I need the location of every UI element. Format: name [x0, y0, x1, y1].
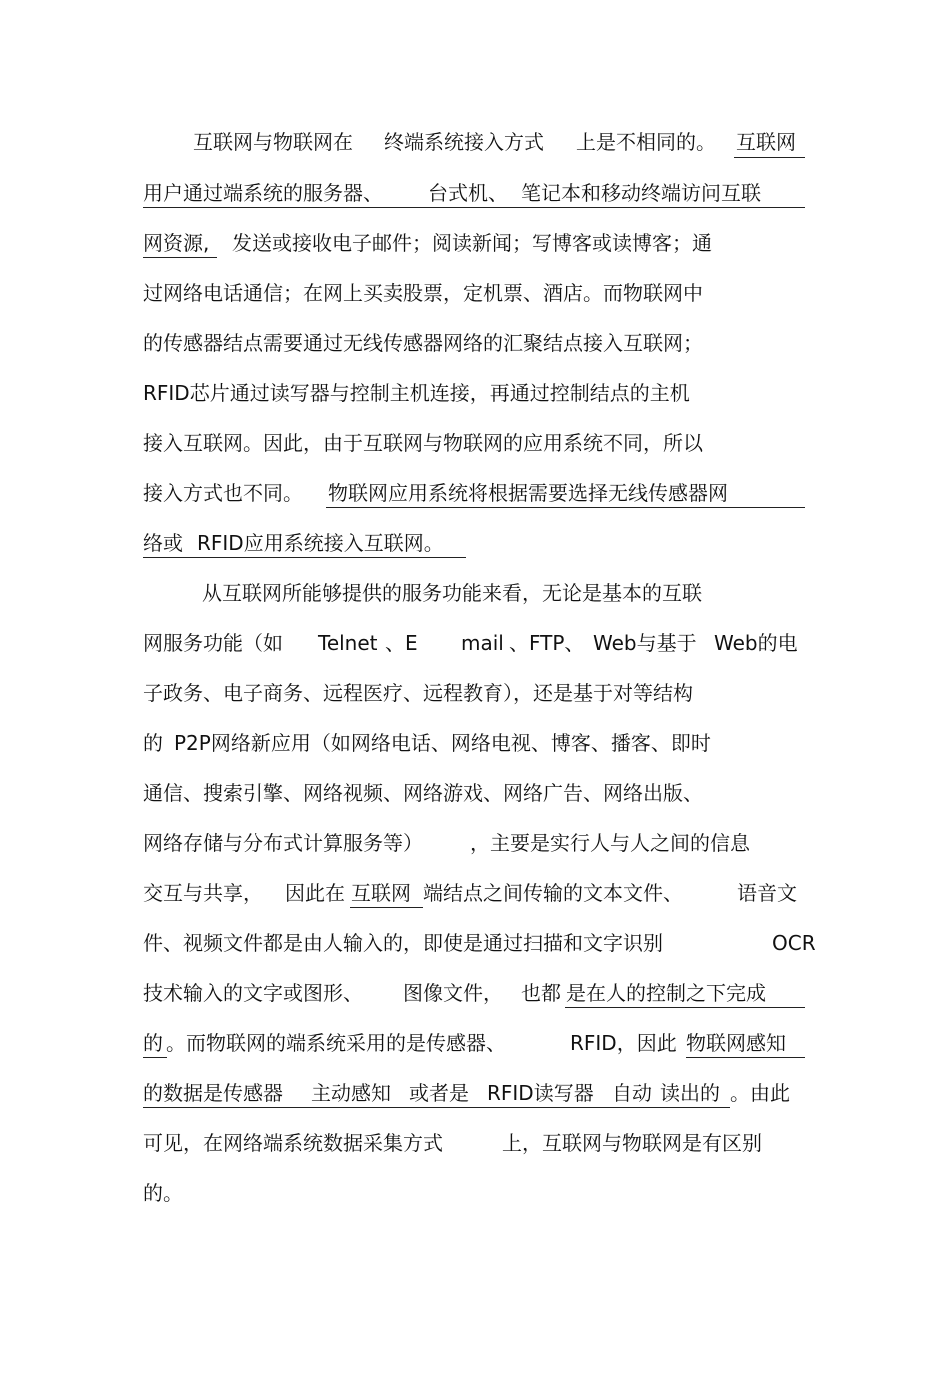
- text-segment-underlined: 自动: [612, 1081, 652, 1105]
- text-segment: 端结点之间传输的文本文件、: [423, 881, 683, 905]
- text-line: [0, 1025, 786, 1061]
- text-segment: 、FTP、: [509, 631, 585, 655]
- text-line: [0, 175, 761, 211]
- text-line: [0, 375, 690, 411]
- text-line: [0, 525, 444, 561]
- text-line: [0, 1125, 762, 1161]
- text-segment: 网服务功能（如: [143, 631, 283, 655]
- text-segment-underlined: 读出的: [660, 1081, 720, 1105]
- text-segment: 接入方式也不同。: [143, 481, 303, 505]
- text-segment: Web与基于: [593, 631, 697, 655]
- text-segment: 发送或接收电子邮件；阅读新闻；写博客或读博客；通: [232, 231, 712, 255]
- text-segment: 图像文件，: [403, 981, 503, 1005]
- text-segment-underlined: 网资源,: [143, 231, 210, 255]
- underline-rule: [143, 207, 805, 208]
- text-segment: 语音文: [737, 881, 797, 905]
- text-segment: ，主要是实行人与人之间的信息: [470, 831, 750, 855]
- text-segment-underlined: 互联网: [351, 881, 411, 905]
- text-segment-underlined: 或者是: [409, 1081, 469, 1105]
- text-segment-underlined: 的数据是传感器: [143, 1081, 283, 1105]
- underline-rule: [143, 557, 466, 558]
- text-segment: 接入互联网。因此，由于互联网与物联网的应用系统不同，所以: [143, 431, 703, 455]
- text-segment: 从互联网所能够提供的服务功能来看，无论是基本的互联: [202, 581, 702, 605]
- text-segment: mail: [461, 631, 504, 655]
- text-line: [0, 675, 693, 711]
- text-line: [0, 325, 703, 361]
- text-line: [0, 225, 712, 261]
- text-segment: 网络存储与分布式计算服务等）: [143, 831, 423, 855]
- text-segment-underlined: RFID读写器: [487, 1081, 594, 1105]
- text-line: [0, 925, 816, 961]
- text-segment: 过网络电话通信；在网上买卖股票，定机票、酒店。而物联网中: [143, 281, 703, 305]
- text-segment: 互联网与物联网在: [193, 130, 353, 154]
- text-segment-underlined: 物联网感知: [686, 1031, 786, 1055]
- text-segment: 。由此: [730, 1081, 790, 1105]
- text-segment: 交互与共享，: [143, 881, 263, 905]
- underline-rule: [326, 507, 805, 508]
- text-segment: 的传感器结点需要通过无线传感器网络的汇聚结点接入互联网；: [143, 331, 703, 355]
- text-segment-underlined: 主动感知: [311, 1081, 391, 1105]
- text-line: [0, 825, 750, 861]
- text-segment: 上是不相同的。: [576, 130, 716, 154]
- text-segment-underlined: RFID应用系统接入互联网。: [197, 531, 444, 555]
- text-segment: 可见，在网络端系统数据采集方式: [143, 1131, 443, 1155]
- text-segment-underlined: 用户通过端系统的服务器、: [143, 181, 383, 205]
- text-line: [0, 124, 796, 160]
- text-segment: 件、视频文件都是由人输入的，即使是通过扫描和文字识别: [143, 931, 663, 955]
- text-segment: 技术输入的文字或图形、: [143, 981, 363, 1005]
- underline-rule: [686, 1057, 805, 1058]
- text-line: [0, 1175, 183, 1211]
- text-line: [0, 475, 728, 511]
- text-segment: Web的电: [714, 631, 798, 655]
- underline-rule: [143, 1057, 167, 1058]
- text-line: [0, 575, 702, 611]
- underline-rule: [350, 907, 423, 908]
- text-segment-underlined: 互联网: [736, 130, 796, 154]
- text-segment: Telnet: [318, 631, 378, 655]
- text-segment-underlined: 物联网应用系统将根据需要选择无线传感器网: [328, 481, 728, 505]
- underline-rule: [143, 1107, 730, 1108]
- text-segment-underlined: 台式机、: [428, 181, 508, 205]
- text-line: [0, 775, 703, 811]
- text-segment: 上，互联网与物联网是有区别: [502, 1131, 762, 1155]
- text-line: [0, 725, 711, 761]
- text-segment-underlined: 络或: [143, 531, 183, 555]
- text-segment: 子政务、电子商务、远程医疗、远程教育），还是基于对等结构: [143, 681, 693, 705]
- underline-rule: [143, 257, 217, 258]
- text-segment: RFID，因此: [570, 1031, 677, 1055]
- text-segment: 也都: [521, 981, 561, 1005]
- text-segment: OCR: [772, 931, 816, 955]
- text-segment: 的。: [143, 1181, 183, 1205]
- text-segment: 通信、搜索引擎、网络视频、网络游戏、网络广告、网络出版、: [143, 781, 703, 805]
- text-segment: P2P网络新应用（如网络电话、网络电视、博客、播客、即时: [174, 731, 711, 755]
- text-line: [0, 625, 798, 661]
- text-segment: 因此在: [285, 881, 345, 905]
- text-line: [0, 875, 797, 911]
- underline-rule: [734, 157, 805, 158]
- text-segment: 。而物联网的端系统采用的是传感器、: [166, 1031, 506, 1055]
- text-segment: 、E: [385, 631, 418, 655]
- text-line: [0, 275, 703, 311]
- underline-rule: [565, 1007, 805, 1008]
- text-segment-underlined: 是在人的控制之下完成: [566, 981, 766, 1005]
- text-segment-underlined: 的: [143, 1031, 163, 1055]
- text-line: [0, 975, 766, 1011]
- text-segment: 终端系统接入方式: [384, 130, 544, 154]
- text-segment-underlined: 笔记本和移动终端访问互联: [521, 181, 761, 205]
- text-line: [0, 1075, 790, 1111]
- text-segment: 的: [143, 731, 163, 755]
- text-line: [0, 425, 703, 461]
- text-segment: RFID芯片通过读写器与控制主机连接，再通过控制结点的主机: [143, 381, 690, 405]
